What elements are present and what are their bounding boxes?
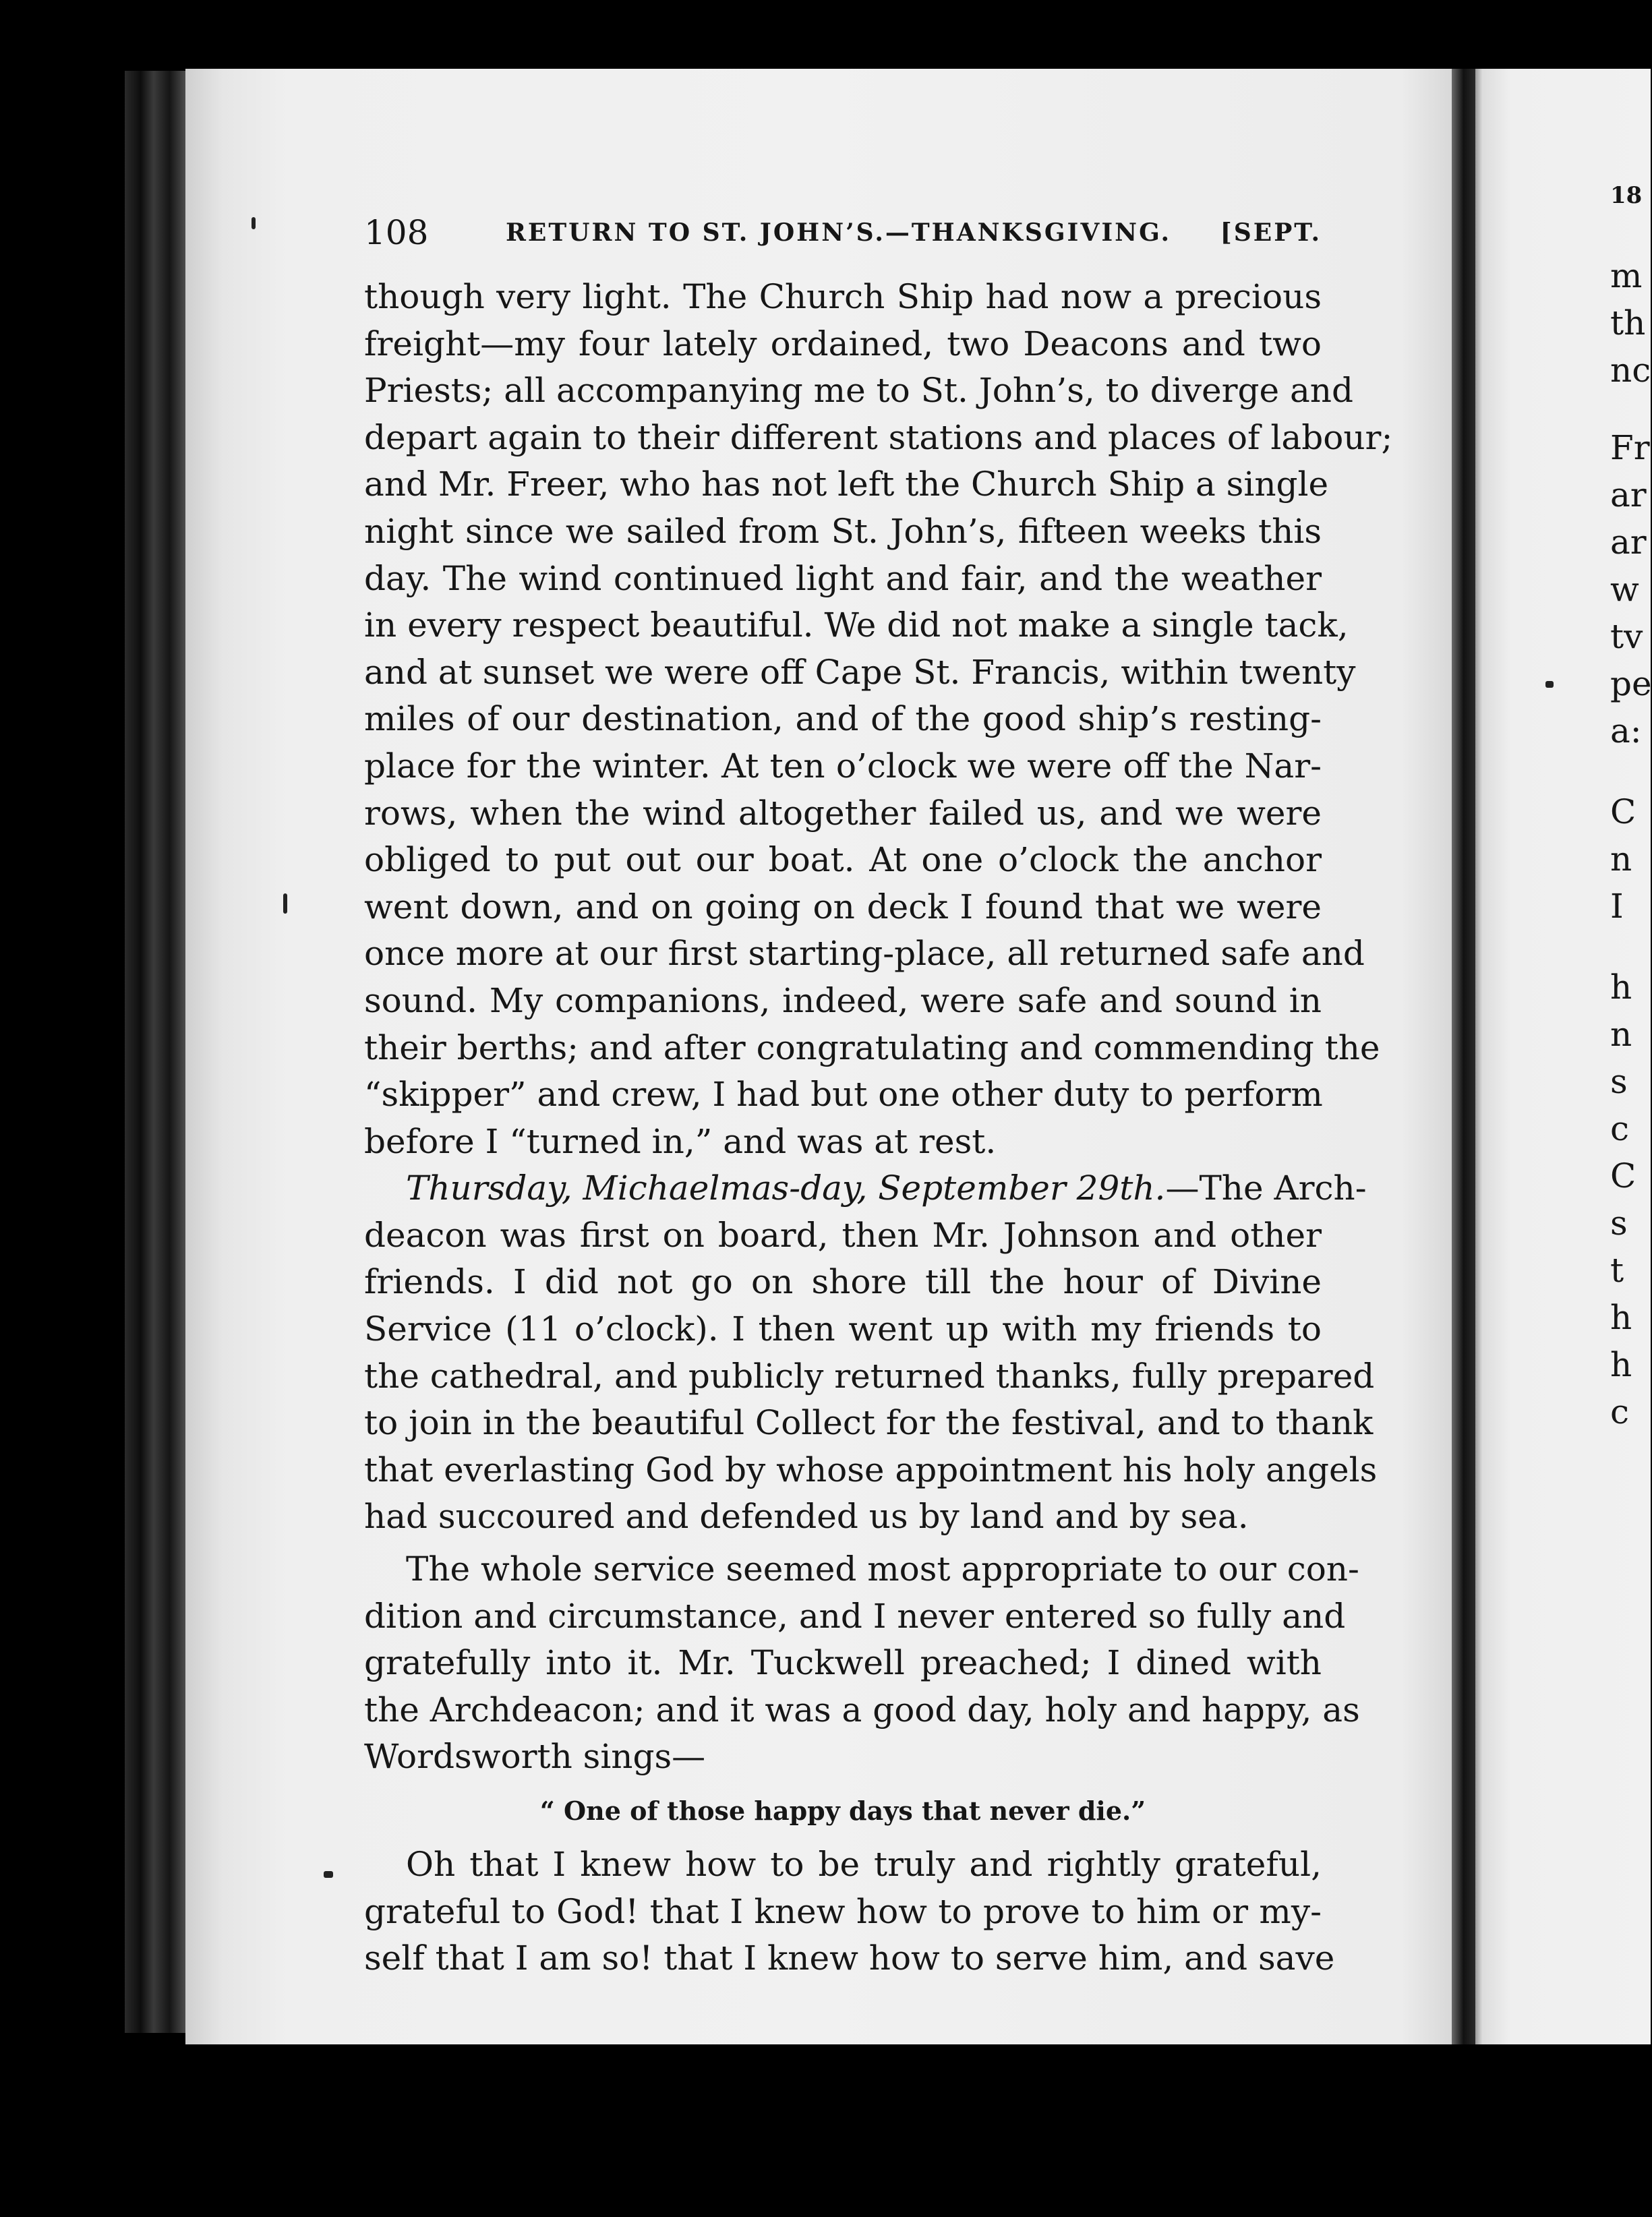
text-line: though very light. The Church Ship had now a precious [364,277,1322,316]
text-line: and at sunset we were off Cape St. Francis, within twenty [364,652,1356,692]
paragraph-closing [364,1841,1335,1982]
margin-mark [252,217,256,229]
paragraph-voyage [364,274,1393,1165]
page-body [364,274,1393,1982]
text-line: Priests; all accompanying me to St. John’s, to diverge and [364,371,1353,411]
text-line: their berths; and after congratulating and commending the [364,1028,1380,1067]
paragraph-thursday [364,1165,1378,1541]
text-line: grateful to God! that I knew how to prove to him or my- [364,1891,1322,1931]
facing-fragment: pe [1610,664,1652,703]
text-line: freight—my four lately ordained, two Deacons and two [364,324,1322,363]
text-line: place for the winter. At ten o’clock we were off the Nar- [364,746,1322,786]
text-line: deacon was first on board, then Mr. Johnson and other [364,1215,1322,1255]
facing-fragment: s [1610,1204,1628,1243]
facing-fragment: nc [1610,351,1651,390]
text-line: sound. My companions, indeed, were safe and sound in [364,980,1322,1020]
text-line: rows, when the wind altogether failed us, and we were [364,793,1322,833]
text-line: that everlasting God by whose appointment his holy angels [364,1450,1378,1489]
facing-fragment: s [1610,1062,1628,1101]
heading-line-rest: —The Arch- [1165,1169,1367,1208]
facing-fragment: h [1610,1298,1632,1337]
text-line: day. The wind continued light and fair, and the weather [364,558,1322,598]
text-line: gratefully into it. Mr. Tuckwell preached; I dined with [364,1643,1322,1683]
text-line: The whole service seemed most appropriate to our con- [406,1549,1359,1589]
facing-fragment: ar [1610,475,1647,514]
margin-mark [324,1871,333,1878]
text-line: miles of our destination, and of the good ship’s resting- [364,699,1322,739]
diary-entry-heading-line [364,1165,1367,1212]
paragraph-gap [364,1541,1322,1546]
running-month: [SEPT. [1220,218,1322,247]
text-line: friends. I did not go on shore till the hour of Divine [364,1262,1322,1302]
text-line: had succoured and defended us by land and by sea. [364,1497,1249,1537]
page-number: 108 [364,213,429,252]
text-line: once more at our first starting-place, all returned safe and [364,934,1365,974]
margin-mark [1545,681,1554,688]
facing-fragment: th [1610,303,1646,343]
facing-fragment: C [1610,1156,1636,1195]
text-line: the Archdeacon; and it was a good day, holy and happy, as [364,1690,1360,1730]
facing-fragment: n [1610,839,1632,879]
text-line: self that I am so! that I knew how to serve him, and save [364,1939,1335,1978]
text-line: Wordsworth sings— [364,1737,706,1777]
facing-fragment: n [1610,1015,1632,1054]
book-spine [125,71,189,2033]
facing-fragment: ar [1610,523,1647,562]
facing-fragment: 18 [1610,182,1643,209]
facing-fragment: a: [1610,711,1642,750]
facing-fragment: h [1610,968,1632,1007]
text-line: Oh that I knew how to be truly and rightly grateful, [406,1845,1322,1884]
facing-fragment: m [1610,256,1643,295]
page-gutter [1452,69,1475,2044]
text-line: the cathedral, and publicly returned thanks, fully prepared [364,1356,1375,1396]
text-line: Service (11 o’clock). I then went up with my friends to [364,1309,1322,1349]
text-line: dition and circumstance, and I never entered so fully and [364,1596,1346,1636]
text-line: in every respect beautiful. We did not make a single tack, [364,605,1349,645]
margin-mark [283,893,287,914]
text-line: depart again to their different stations and places of labour; [364,417,1393,457]
text-line: “skipper” and crew, I had but one other duty to perform [364,1075,1323,1115]
facing-fragment: h [1610,1345,1632,1384]
facing-fragment: w [1610,570,1639,609]
text-line: went down, and on going on deck I found that we were [364,887,1322,926]
paragraph-service [364,1546,1360,1781]
running-head [364,206,1322,260]
quotation: “ One of those happy days that never die.” [539,1796,1146,1826]
running-title: RETURN TO ST. JOHN’S.—THANKSGIVING. [506,218,1172,247]
text-line: before I “turned in,” and was at rest. [364,1121,997,1161]
diary-date: Thursday, Michaelmas-day, September 29th. [406,1169,1166,1208]
facing-fragment: I [1610,887,1624,926]
facing-fragment: c [1610,1109,1630,1148]
facing-fragment: tv [1610,617,1643,656]
text-line: obliged to put out our boat. At one o’clock the anchor [364,840,1322,880]
text-line: night since we sailed from St. John’s, fifteen weeks this [364,511,1322,551]
facing-fragment: Fr [1610,428,1650,467]
text-line: to join in the beautiful Collect for the festival, and to thank [364,1403,1374,1443]
text-line: and Mr. Freer, who has not left the Church Ship a single [364,465,1329,504]
facing-fragment: t [1610,1251,1624,1290]
facing-fragment: c [1610,1392,1630,1431]
facing-fragment: C [1610,792,1636,831]
